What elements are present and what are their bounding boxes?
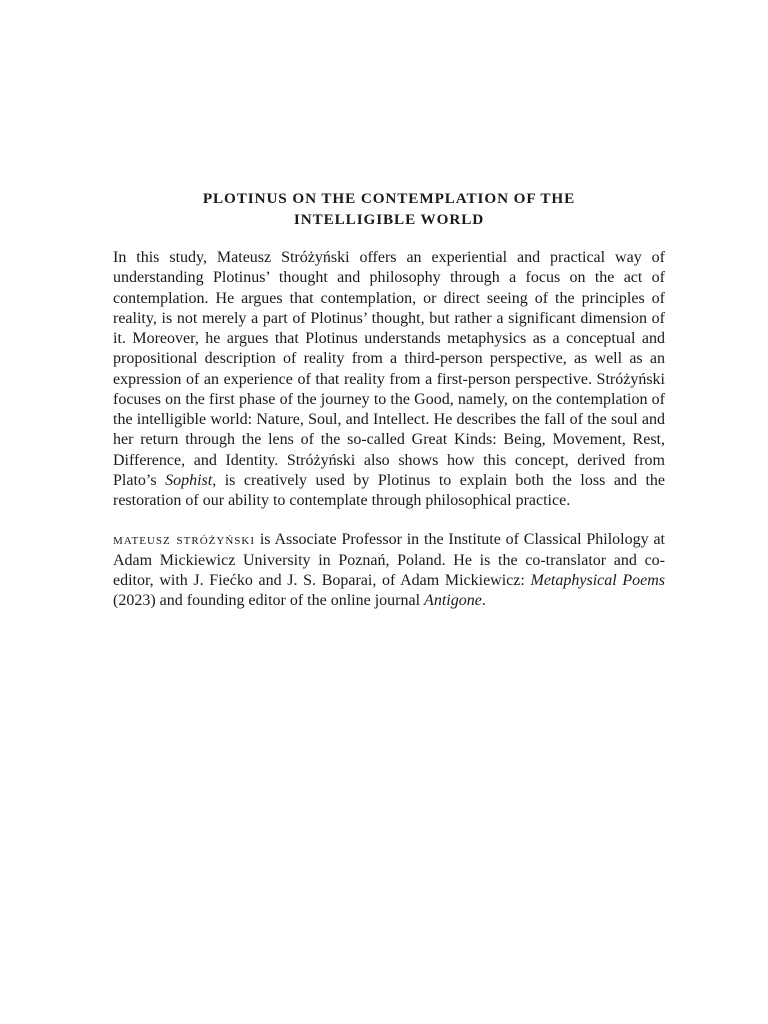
book-title — [113, 188, 665, 230]
abstract-text-end: , is creatively used by Plotinus to explain both the loss and the restoration of our ability to contemplate through philosophical practice. — [113, 471, 665, 509]
author-bio — [113, 530, 665, 611]
bio-italic-journal: Antigone — [424, 592, 482, 609]
book-title-line-1: PLOTINUS ON THE CONTEMPLATION OF THE — [202, 190, 576, 207]
bio-text-end: . — [481, 592, 486, 609]
book-title-line-2: INTELLIGIBLE WORLD — [293, 211, 485, 228]
bio-text: is Associate Professor in the Institute of Classical Philology at Adam Mickiewicz University in Poznań, Poland. He is the co-translator and co-editor, with J. Fiećko and J. S. Boparai, of Adam Mickiewicz: — [113, 531, 665, 589]
author-name: mateusz stróżyński — [113, 531, 255, 549]
book-blurb-page — [113, 188, 665, 611]
abstract-text: In this study, Mateusz Stróżyński offers an experiential and practical way of understanding Plotinus’ thought and philosophy through a focus on the act of contemplation. He argues that contemplation, or direct seeing of the principles of reality, is not merely a part of Plotinus’ thought, but rather a significant dimension of it. Moreover, he argues that Plotinus understands metaphysics as a conceptual and propositional description of reality from a third-person perspective, as well as an expression of an experience of that reality from a first-person perspective. Stróżyński focuses on the first phase of the journey to the Good, namely, on the contemplation of the intelligible world: Nature, Soul, and Intellect. He describes the fall of the soul and her return through the lens of the so-called Great Kinds: Being, Movement, Rest, Difference, and Identity. Stróżyński also shows how this concept, derived from Plato’s — [113, 249, 665, 489]
bio-text-middle: (2023) and founding editor of the online journal — [113, 592, 425, 609]
book-abstract — [113, 248, 665, 511]
bio-italic-work: Metaphysical Poems — [530, 571, 665, 589]
abstract-italic-title: Sophist — [165, 471, 213, 489]
